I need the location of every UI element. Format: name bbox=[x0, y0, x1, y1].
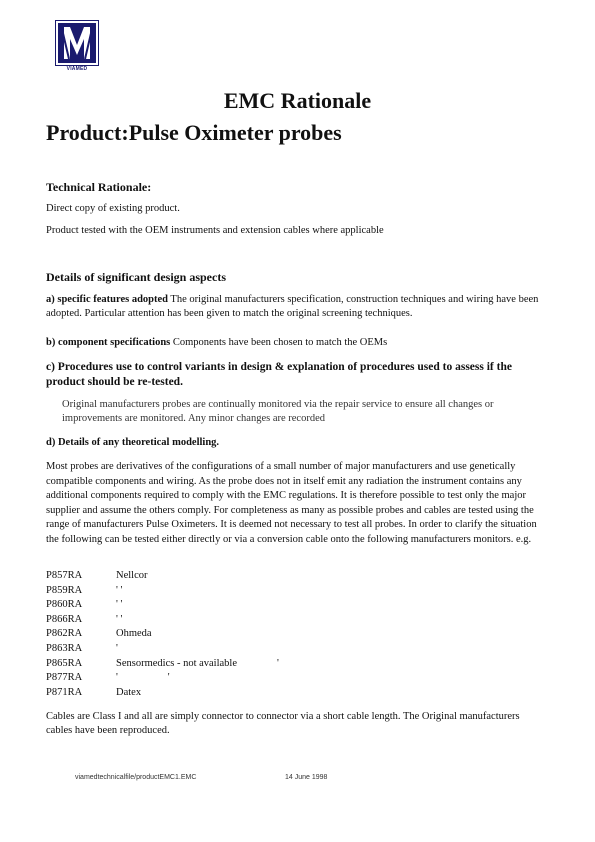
maker-note: ' bbox=[277, 657, 279, 669]
code-row bbox=[46, 658, 279, 673]
code-row bbox=[46, 599, 279, 614]
logo-mark-icon bbox=[56, 21, 98, 65]
code-cell: P859RA bbox=[46, 584, 83, 596]
technical-heading: Technical Rationale: bbox=[46, 180, 152, 194]
code-row bbox=[46, 672, 279, 687]
maker-cell: Ohmeda bbox=[116, 628, 152, 640]
maker-cell: Datex bbox=[116, 686, 142, 698]
item-c-text: Original manufacturers probes are continually monitored via the repair service to ensure all changes or improvements are monitored. Any minor changes are recorded bbox=[62, 399, 494, 424]
code-cell: P863RA bbox=[46, 642, 83, 654]
code-row bbox=[46, 614, 279, 629]
code-cell: P866RA bbox=[46, 613, 83, 625]
code-cell: P860RA bbox=[46, 599, 83, 611]
item-a-text: The original manufacturers specification, construction techniques and wiring have been adopted. Particular attention has been given to match the original screening techniques. bbox=[46, 294, 539, 319]
item-d-label: d) Details of any theoretical modelling. bbox=[46, 437, 220, 448]
logo-emblem bbox=[55, 20, 99, 66]
maker-cell: Nellcor bbox=[116, 570, 148, 581]
cables-paragraph: Cables are Class I and all are simply connector to connector via a short cable length. The Original manufacturers cables have been reproduced. bbox=[46, 711, 520, 736]
logo-text: VIAMED bbox=[66, 66, 88, 72]
code-cell: P871RA bbox=[46, 686, 83, 698]
maker-cell: ' ' bbox=[116, 672, 170, 684]
probe-code-list bbox=[46, 570, 279, 701]
maker-cell: ' ' bbox=[116, 599, 123, 611]
item-b bbox=[46, 336, 546, 350]
viamed-logo bbox=[55, 20, 99, 74]
item-b-text: Components have been chosen to match the OEMs bbox=[170, 337, 388, 348]
page-title: EMC Rationale bbox=[223, 88, 372, 113]
code-cell: P862RA bbox=[46, 628, 83, 640]
code-row bbox=[46, 643, 279, 658]
maker-cell: ' ' bbox=[116, 613, 123, 625]
product-title: Product:Pulse Oximeter probes bbox=[46, 120, 342, 145]
item-b-label: b) component specifications bbox=[46, 337, 171, 348]
code-cell: P857RA bbox=[46, 570, 83, 581]
code-row bbox=[46, 570, 279, 585]
code-row bbox=[46, 585, 279, 600]
maker-text: Sensormedics - not available bbox=[116, 657, 238, 669]
code-row bbox=[46, 687, 279, 702]
technical-line-1: Direct copy of existing product. bbox=[46, 203, 180, 214]
item-a-label: a) specific features adopted bbox=[46, 294, 168, 305]
details-heading: Details of significant design aspects bbox=[46, 270, 226, 284]
code-cell: P877RA bbox=[46, 672, 83, 684]
item-c-label: c) Procedures use to control variants in design & explanation of procedures used to assess if the product should be re-tested. bbox=[46, 361, 512, 388]
footer-path: viamedtechnicalfile/productEMC1.EMC bbox=[75, 774, 197, 781]
maker-cell: ' ' bbox=[116, 584, 123, 596]
code-row bbox=[46, 628, 279, 643]
item-a bbox=[46, 293, 546, 321]
code-cell: P865RA bbox=[46, 657, 83, 669]
maker-cell: ' bbox=[116, 642, 118, 654]
technical-line-2: Product tested with the OEM instruments and extension cables where applicable bbox=[46, 225, 384, 236]
footer-date: 14 June 1998 bbox=[285, 774, 328, 781]
item-d-text: Most probes are derivatives of the configurations of a small number of major manufacturers and use genetically compatible components and wiring. As the probe does not in itself emit any radiation the instrument contains any additional components required to comply with the EMC regulations. It is therefore possible to test only the major supplier and assume the others comply. For completeness as many as possible probes and cables are tested using the range of manufacturers Pulse Oximeters. It is deemed not necessary to test all probes. In order to clarify the situation the following can be tested either directly or via a conversion cable onto the following manufacturers monitors. e.g. bbox=[46, 461, 537, 545]
maker-cell bbox=[116, 658, 279, 673]
